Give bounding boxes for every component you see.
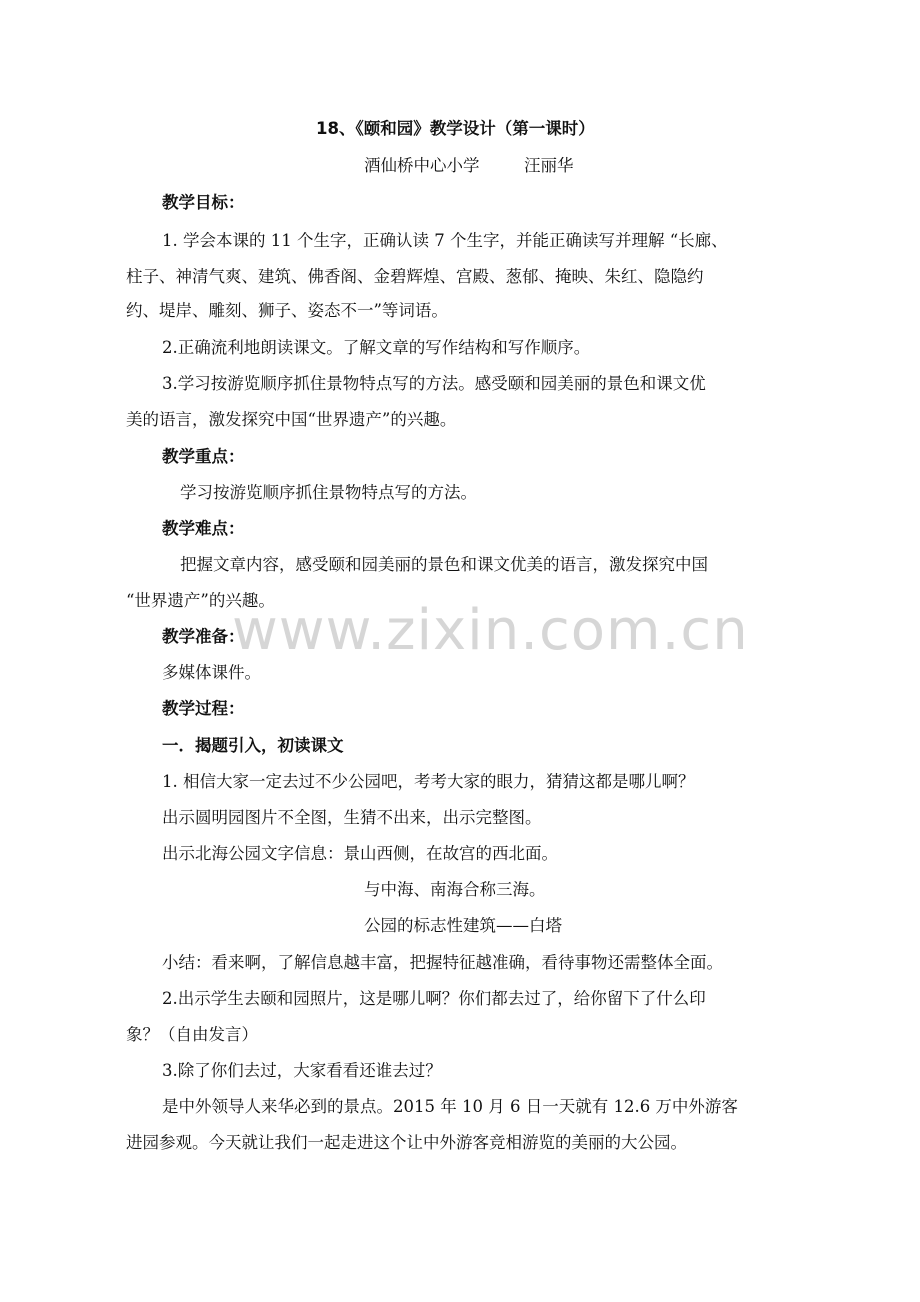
paragraph-7-line-1: 2.出示学生去颐和园照片，这是哪儿啊？你们都去过了，给你留下了什么印 (162, 989, 706, 1008)
key-points-text: 学习按游览顺序抓住景物特点写的方法。 (180, 483, 477, 502)
goal-3-line-1: 3.学习按游览顺序抓住景物特点写的方法。感受颐和园美丽的景色和课文优 (162, 374, 706, 393)
section-1-heading: 一．揭题引入，初读课文 (162, 736, 344, 755)
goal-1-line-1: 1. 学会本课的 11 个生字，正确认读 7 个生字，并能正确读写并理解 “长廊、 (162, 231, 728, 250)
document-title: 18、《颐和园》教学设计（第一课时） (316, 119, 595, 138)
paragraph-3: 出示北海公园文字信息：景山西侧，在故宫的西北面。 (162, 844, 558, 863)
goal-1-line-2: 柱子、神清气爽、建筑、佛香阁、金碧辉煌、宫殿、葱郁、掩映、朱红、隐隐约 (126, 267, 704, 286)
process-heading: 教学过程： (162, 699, 245, 718)
difficulty-line-2: “世界遗产”的兴趣。 (126, 591, 275, 610)
goals-heading: 教学目标： (162, 193, 245, 212)
difficulty-line-1: 把握文章内容，感受颐和园美丽的景色和课文优美的语言，激发探究中国 (180, 555, 708, 574)
key-points-heading: 教学重点： (162, 447, 245, 466)
goal-3-line-2: 美的语言，激发探究中国“世界遗产”的兴趣。 (126, 410, 457, 429)
watermark: www.zixin.com.cn (232, 598, 749, 663)
paragraph-2: 出示圆明园图片不全图，生猜不出来，出示完整图。 (162, 808, 542, 827)
author-name: 汪丽华 (524, 156, 574, 175)
preparation-heading: 教学准备： (162, 627, 245, 646)
paragraph-5: 公园的标志性建筑——白塔 (364, 916, 562, 935)
paragraph-1: 1. 相信大家一定去过不少公园吧，考考大家的眼力，猜猜这都是哪儿啊？ (162, 772, 695, 791)
author-school: 酒仙桥中心小学 (364, 156, 480, 175)
goal-1-line-3: 约、堤岸、雕刻、狮子、姿态不一”等词语。 (126, 301, 448, 320)
preparation-text: 多媒体课件。 (162, 663, 261, 682)
goal-2: 2.正确流利地朗读课文。了解文章的写作结构和写作顺序。 (162, 338, 591, 357)
paragraph-8: 3.除了你们去过，大家看看还谁去过？ (162, 1061, 442, 1080)
paragraph-9-line-1: 是中外领导人来华必到的景点。2015 年 10 月 6 日一天就有 12.6 万中外游客 (162, 1097, 738, 1116)
paragraph-4: 与中海、南海合称三海。 (364, 880, 546, 899)
paragraph-summary: 小结：看来啊，了解信息越丰富，把握特征越准确，看待事物还需整体全面。 (162, 953, 723, 972)
difficulty-heading: 教学难点： (162, 519, 245, 538)
paragraph-7-line-2: 象？（自由发言） (126, 1025, 258, 1044)
paragraph-9-line-2: 进园参观。今天就让我们一起走进这个让中外游客竞相游览的美丽的大公园。 (126, 1133, 687, 1152)
